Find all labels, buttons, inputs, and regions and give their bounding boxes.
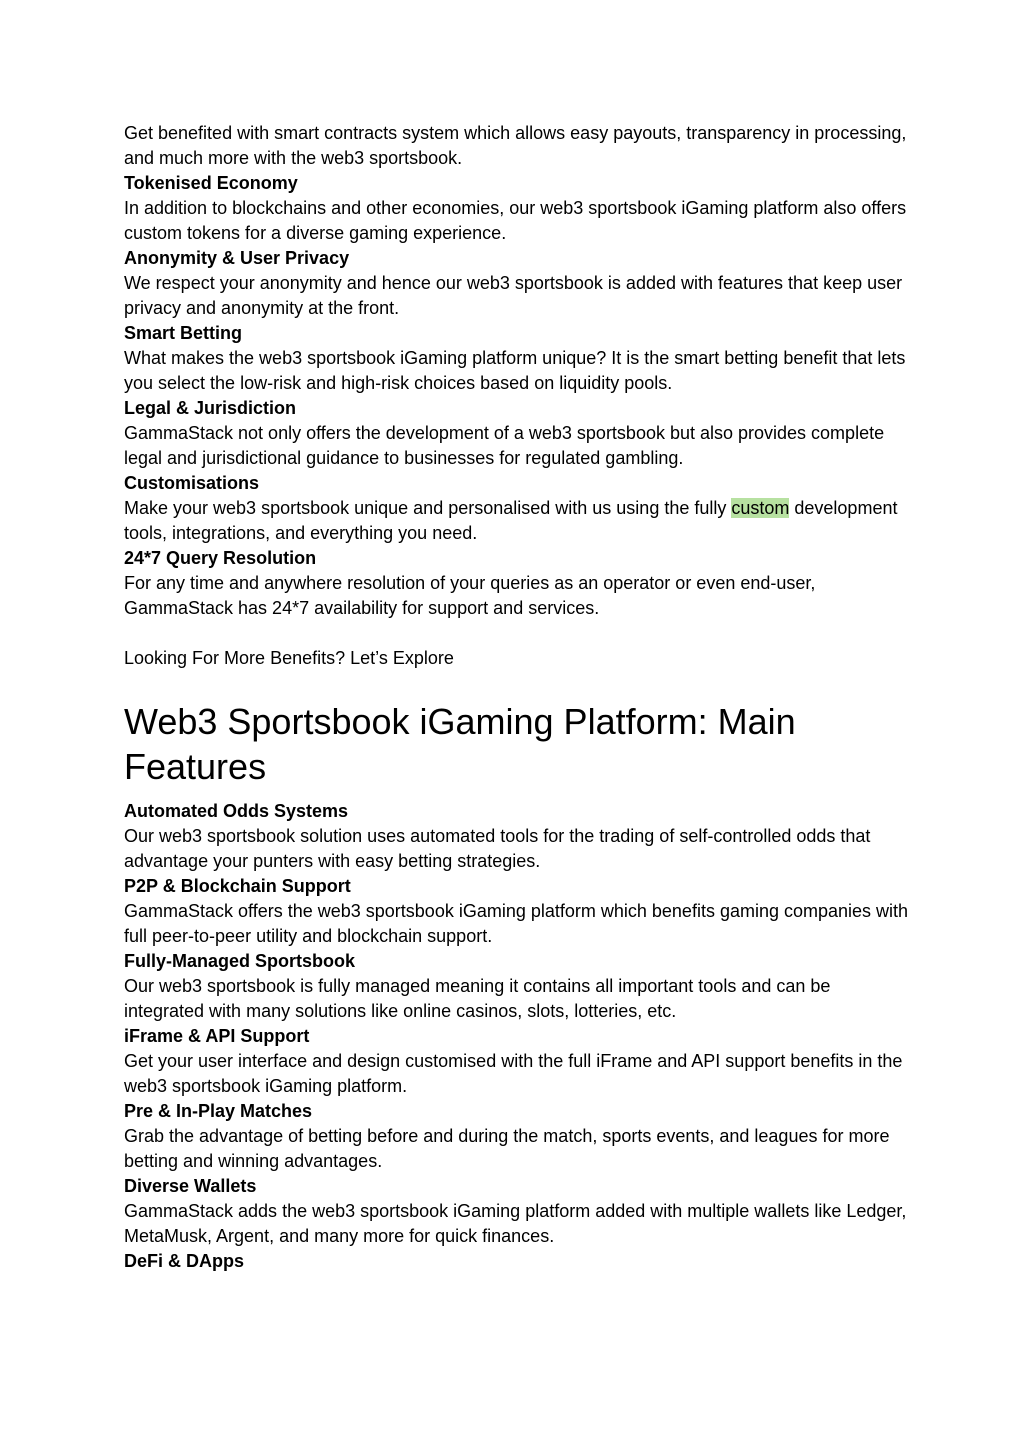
feature-heading-iframe-api: iFrame & API Support bbox=[124, 1026, 310, 1046]
feature-heading-p2p-blockchain: P2P & Blockchain Support bbox=[124, 876, 351, 896]
benefit-text-anonymity: We respect your anonymity and hence our web3 sportsbook is added with features that keep user privacy and anonymity at the front. bbox=[124, 273, 903, 318]
features-title: Web3 Sportsbook iGaming Platform: Main Features bbox=[124, 701, 796, 787]
feature-text-pre-in-play: Grab the advantage of betting before and during the match, sports events, and leagues for more betting and winning advantages. bbox=[124, 1126, 890, 1171]
benefit-text-tokenised-economy: In addition to blockchains and other economies, our web3 sportsbook iGaming platform also offers custom tokens for a diverse gaming experience. bbox=[124, 198, 907, 243]
benefit-heading-legal: Legal & Jurisdiction bbox=[124, 398, 297, 418]
benefit-heading-anonymity: Anonymity & User Privacy bbox=[124, 248, 350, 268]
feature-text-fully-managed: Our web3 sportsbook is fully managed meaning it contains all important tools and can be integrated with many solutions like online casinos, slots, lotteries, etc. bbox=[124, 976, 831, 1021]
customisations-text-before: Make your web3 sportsbook unique and personalised with us using the fully bbox=[124, 498, 732, 518]
feature-text-p2p-blockchain: GammaStack offers the web3 sportsbook iGaming platform which benefits gaming companies with full peer-to-peer utility and blockchain support. bbox=[124, 901, 909, 946]
benefit-text-query-resolution: For any time and anywhere resolution of your queries as an operator or even end-user, GammaStack has 24*7 availability for support and services. bbox=[124, 573, 816, 618]
benefit-heading-query-resolution: 24*7 Query Resolution bbox=[124, 548, 317, 568]
highlighted-word: custom bbox=[731, 498, 790, 518]
benefit-text-customisations bbox=[124, 496, 914, 546]
benefit-text-legal: GammaStack not only offers the development of a web3 sportsbook but also provides complete legal and jurisdictional guidance to businesses for regulated gambling. bbox=[124, 423, 885, 468]
benefit-heading-customisations: Customisations bbox=[124, 473, 260, 493]
benefit-heading-smart-betting: Smart Betting bbox=[124, 323, 243, 343]
feature-heading-automated-odds: Automated Odds Systems bbox=[124, 801, 349, 821]
feature-heading-pre-in-play: Pre & In-Play Matches bbox=[124, 1101, 313, 1121]
explore-line: Looking For More Benefits? Let’s Explore bbox=[124, 648, 454, 668]
benefit-text-smart-betting: What makes the web3 sportsbook iGaming platform unique? It is the smart betting benefit that lets you select the low-risk and high-risk choices based on liquidity pools. bbox=[124, 348, 906, 393]
intro-paragraph: Get benefited with smart contracts system which allows easy payouts, transparency in processing, and much more with the web3 sportsbook. bbox=[124, 123, 907, 168]
blank-line bbox=[124, 621, 914, 646]
document-page bbox=[124, 121, 914, 1274]
customisations-text-after: development tools, integrations, and everything you need. bbox=[124, 498, 898, 543]
feature-heading-fully-managed: Fully-Managed Sportsbook bbox=[124, 951, 356, 971]
features-title-wrap bbox=[124, 699, 914, 789]
feature-text-diverse-wallets: GammaStack adds the web3 sportsbook iGaming platform added with multiple wallets like Ledger, MetaMusk, Argent, and many more for quick finances. bbox=[124, 1201, 907, 1246]
feature-heading-defi-dapps: DeFi & DApps bbox=[124, 1251, 245, 1271]
feature-heading-diverse-wallets: Diverse Wallets bbox=[124, 1176, 257, 1196]
feature-text-iframe-api: Get your user interface and design customised with the full iFrame and API support benefits in the web3 sportsbook iGaming platform. bbox=[124, 1051, 903, 1096]
benefit-heading-tokenised-economy: Tokenised Economy bbox=[124, 173, 298, 193]
feature-text-automated-odds: Our web3 sportsbook solution uses automated tools for the trading of self-controlled odds that advantage your punters with easy betting strategies. bbox=[124, 826, 871, 871]
